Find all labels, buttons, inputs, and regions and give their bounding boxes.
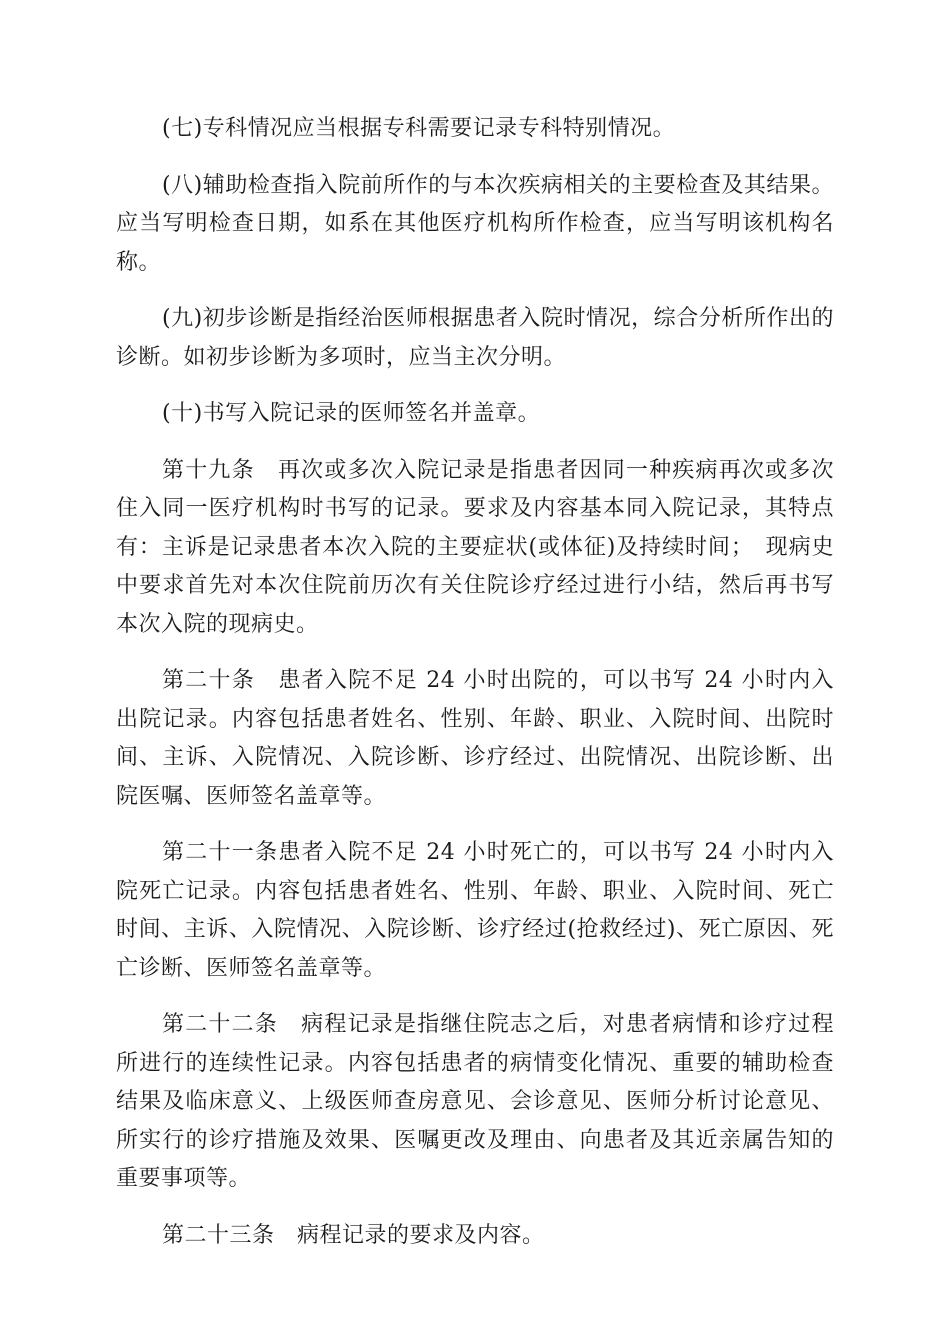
paragraph-7-specialty: (七)专科情况应当根据专科需要记录专科特别情况。 (162, 116, 676, 141)
article-23: 第二十三条 病程记录的要求及内容。 (162, 1222, 545, 1248)
article-19: 第十九条 再次或多次入院记录是指患者因同一种疾病再次或多次住入同一医疗机构时书写的记录。要求及内容基本同入院记录，其特点有：主诉是记录患者本次入院的主要症状(或体征)及持续时间； 现病史中要求首先对本次住院前历次有关住院诊疗经过进行小结，然后再书写本次入院的现病史。 (116, 457, 834, 637)
article-22: 第二十二条 病程记录是指继住院志之后，对患者病情和诊疗过程所进行的连续性记录。内容包括患者的病情变化情况、重要的辅助检查结果及临床意义、上级医师查房意见、会诊意见、医师分析讨论意见、所实行的诊疗措施及效果、医嘱更改及理由、向患者及其近亲属告知的重要事项等。 (116, 1012, 834, 1191)
paragraph-9-initial-diagnosis: (九)初步诊断是指经治医师根据患者入院时情况，综合分析所作出的诊断。如初步诊断为多项时，应当主次分明。 (116, 306, 834, 370)
paragraph-10-signature: (十)书写入院记录的医师签名并盖章。 (162, 401, 541, 426)
article-21: 第二十一条患者入院不足 24 小时死亡的，可以书写 24 小时内入院死亡记录。内容包括患者姓名、性别、年龄、职业、入院时间、死亡时间、主诉、入院情况、入院诊断、诊疗经过(抢救经过)、死亡原因、死亡诊断、医师签名盖章等。 (116, 840, 834, 981)
paragraph-8-auxiliary-exam: (八)辅助检查指入院前所作的与本次疾病相关的主要检查及其结果。应当写明检查日期，如系在其他医疗机构所作检查，应当写明该机构名称。 (116, 172, 834, 275)
article-20: 第二十条 患者入院不足 24 小时出院的，可以书写 24 小时内入出院记录。内容包括患者姓名、性别、年龄、职业、入院时间、出院时间、主诉、入院情况、入院诊断、诊疗经过、出院情况、出院诊断、出院医嘱、医师签名盖章等。 (116, 668, 834, 809)
document-body (116, 110, 834, 1273)
